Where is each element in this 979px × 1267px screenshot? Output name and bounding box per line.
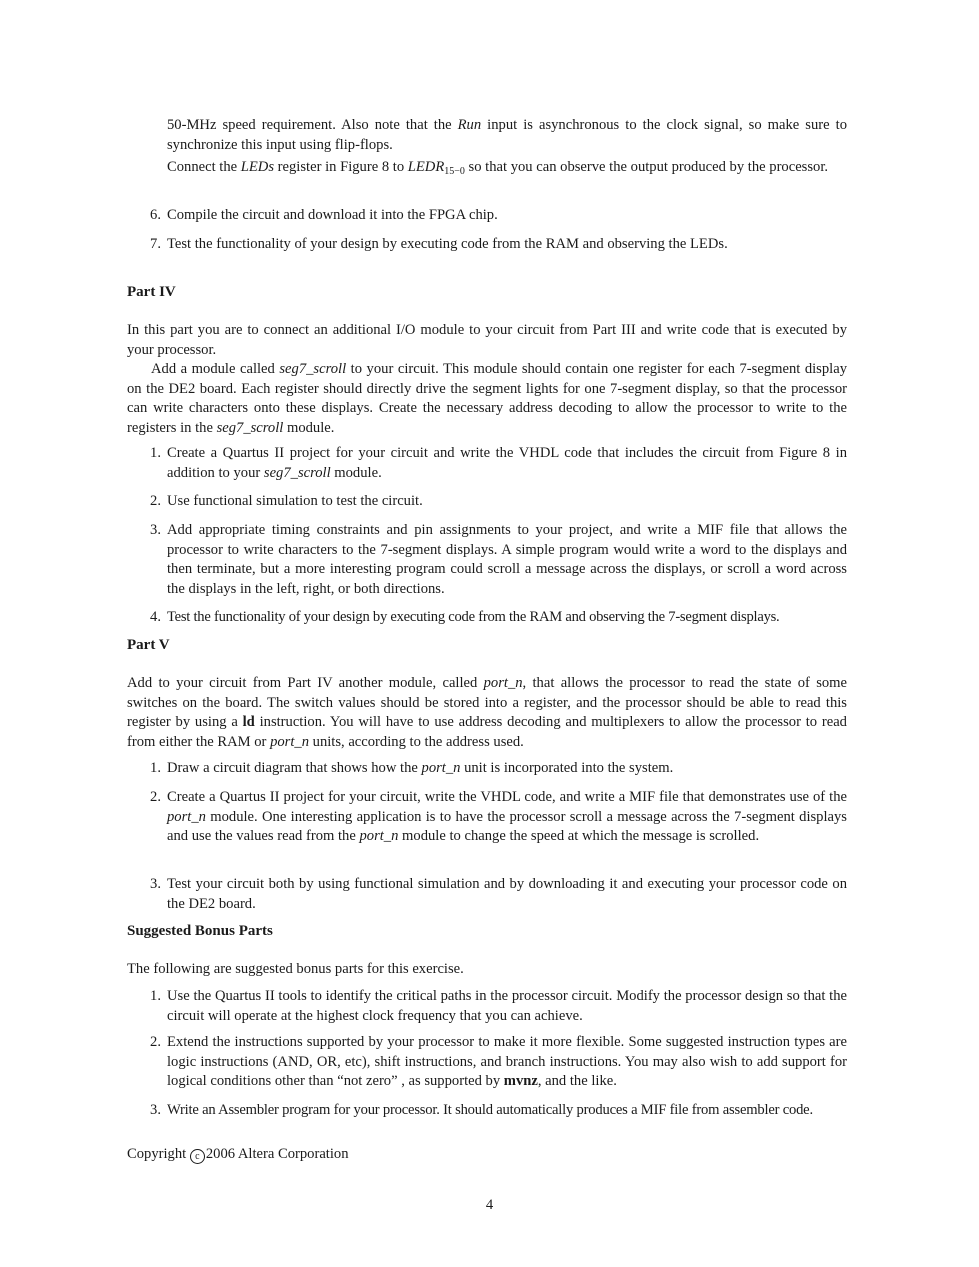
text: module.: [330, 464, 382, 481]
list-number: 1.: [150, 445, 161, 461]
text: unit is incorporated into the system.: [460, 760, 674, 776]
page-number: 4: [485, 1197, 494, 1213]
list-text: Use the Quartus II tools to identify the critical paths in the processor circuit. Modify the processor design so that the circuit will operate at the highest clock frequency that you can achieve.: [167, 988, 847, 1024]
instruction-name: mvnz: [503, 1073, 538, 1089]
paragraph-seg7-scroll: [127, 360, 847, 438]
list-number: 4.: [150, 609, 161, 625]
text: Add a module called: [151, 361, 280, 377]
heading-part-v: Part V: [127, 637, 170, 653]
list-text: Test the functionality of your design by executing code from the RAM and observing the 7-segment displays.: [167, 609, 780, 625]
copyright-notice: [127, 1145, 349, 1165]
text: module.: [283, 419, 335, 436]
list-number: 1.: [150, 760, 161, 776]
text: so that you can observe the output produced by the processor.: [464, 159, 829, 175]
heading-part-iv: Part IV: [127, 284, 176, 300]
text: , and the like.: [537, 1073, 617, 1089]
text: to your circuit. This module should contain one register for each 7-segment display on the DE2 board. Each register should directly drive the segment lights for one 7-segment display, so that the processor can write characters onto these displays. Create the necessary address decoding to allow the processor to write to the registers in the: [127, 361, 847, 436]
module-name: port_n: [270, 733, 309, 750]
paragraph-part-v-intro: [127, 674, 847, 752]
module-name: seg7_scroll: [279, 361, 347, 377]
signal-name: LEDs: [240, 159, 275, 175]
text: input is asynchronous to the clock signal, so make sure to synchronize this input using flip-flops.: [167, 117, 848, 153]
list-text: Test your circuit both by using functional simulation and by downloading it and executing your processor code on the DE2 board.: [167, 876, 847, 912]
list-number: 1.: [150, 988, 161, 1004]
instruction-name: ld: [242, 714, 255, 730]
paragraph-run-input: [167, 116, 847, 155]
copyright-icon: c: [190, 1149, 205, 1164]
text: Connect the: [167, 159, 241, 175]
signal-name: LEDR: [407, 159, 445, 175]
text: Draw a circuit diagram that shows how the: [167, 760, 422, 776]
module-name: port_n: [483, 675, 523, 691]
list-number: 3.: [150, 876, 161, 892]
text: 50-MHz speed requirement. Also note that the: [167, 117, 458, 133]
list-number: 7.: [150, 236, 161, 252]
heading-bonus-parts: Suggested Bonus Parts: [127, 923, 273, 939]
list-number: 6.: [150, 207, 161, 223]
list-number: 2.: [150, 493, 161, 509]
text: The following are suggested bonus parts for this exercise.: [127, 961, 464, 977]
list-text: [167, 759, 847, 779]
list-text: Use functional simulation to test the circuit.: [167, 493, 423, 509]
list-text: [167, 1033, 847, 1092]
signal-name: Run: [457, 117, 482, 133]
text: register in Figure 8 to: [274, 159, 408, 175]
text: module to change the speed at which the message is scrolled.: [398, 828, 760, 844]
text: Create a Quartus II project for your circuit and write the VHDL code that includes the circuit from Figure 8 in addition to your: [167, 445, 847, 481]
list-number: 2.: [150, 789, 161, 805]
paragraph-connect-leds: [167, 158, 847, 182]
paragraph-bonus-intro: [127, 960, 847, 980]
text: Add to your circuit from Part IV another module, called: [127, 675, 484, 691]
subscript: 15−0: [444, 166, 465, 177]
text: module. One interesting application is to have the processor scroll a message across the 7-segment displays and use the values read from the: [167, 808, 847, 844]
list-text: Add appropriate timing constraints and pin assignments to your project, and write a MIF file that allows the processor to write characters to the 7-segment displays. A simple program would write a word to the displays and then terminate, but a more interesting program could scroll a message across the displays, or scroll a word across the displays in the left, right, or both directions.: [167, 522, 847, 597]
text: 2006 Altera Corporation: [205, 1146, 349, 1162]
list-text: [167, 788, 847, 847]
paragraph-part-iv-intro: [127, 321, 847, 360]
text: , that allows the processor to read the state of some switches on the board. The switch values should be stored into a register, and the processor should be able to read this register by using a: [127, 675, 848, 730]
text: Extend the instructions supported by your processor to make it more flexible. Some suggested instruction types are logic instructions (AND, OR, etc), shift instructions, and branch instructions. You may also wish to add support for logical conditions other than “not zero” , as supported by: [167, 1034, 847, 1089]
text: In this part you are to connect an additional I/O module to your circuit from Part III and write code that is executed by your processor.: [127, 322, 847, 358]
module-name: seg7_scroll: [263, 464, 331, 481]
text: instruction. You will have to use address decoding and multiplexers to allow the processor to read from either the RAM or: [127, 714, 847, 750]
list-number: 2.: [150, 1034, 161, 1050]
text: Copyright: [127, 1146, 190, 1162]
text: Create a Quartus II project for your circuit, write the VHDL code, and write a MIF file that demonstrates use of the: [167, 789, 847, 805]
list-number: 3.: [150, 522, 161, 538]
list-text: Compile the circuit and download it into the FPGA chip.: [167, 207, 498, 223]
module-name: port_n: [421, 760, 461, 776]
module-name: port_n: [359, 828, 399, 844]
module-name: port_n: [167, 808, 206, 825]
list-text: Test the functionality of your design by executing code from the RAM and observing the LEDs.: [167, 236, 728, 252]
list-number: 3.: [150, 1102, 161, 1118]
module-name: seg7_scroll: [216, 419, 284, 436]
text: units, according to the address used.: [309, 733, 524, 750]
list-text: Write an Assembler program for your processor. It should automatically produces a MIF file from assembler code.: [167, 1102, 813, 1118]
list-text: [167, 444, 847, 483]
